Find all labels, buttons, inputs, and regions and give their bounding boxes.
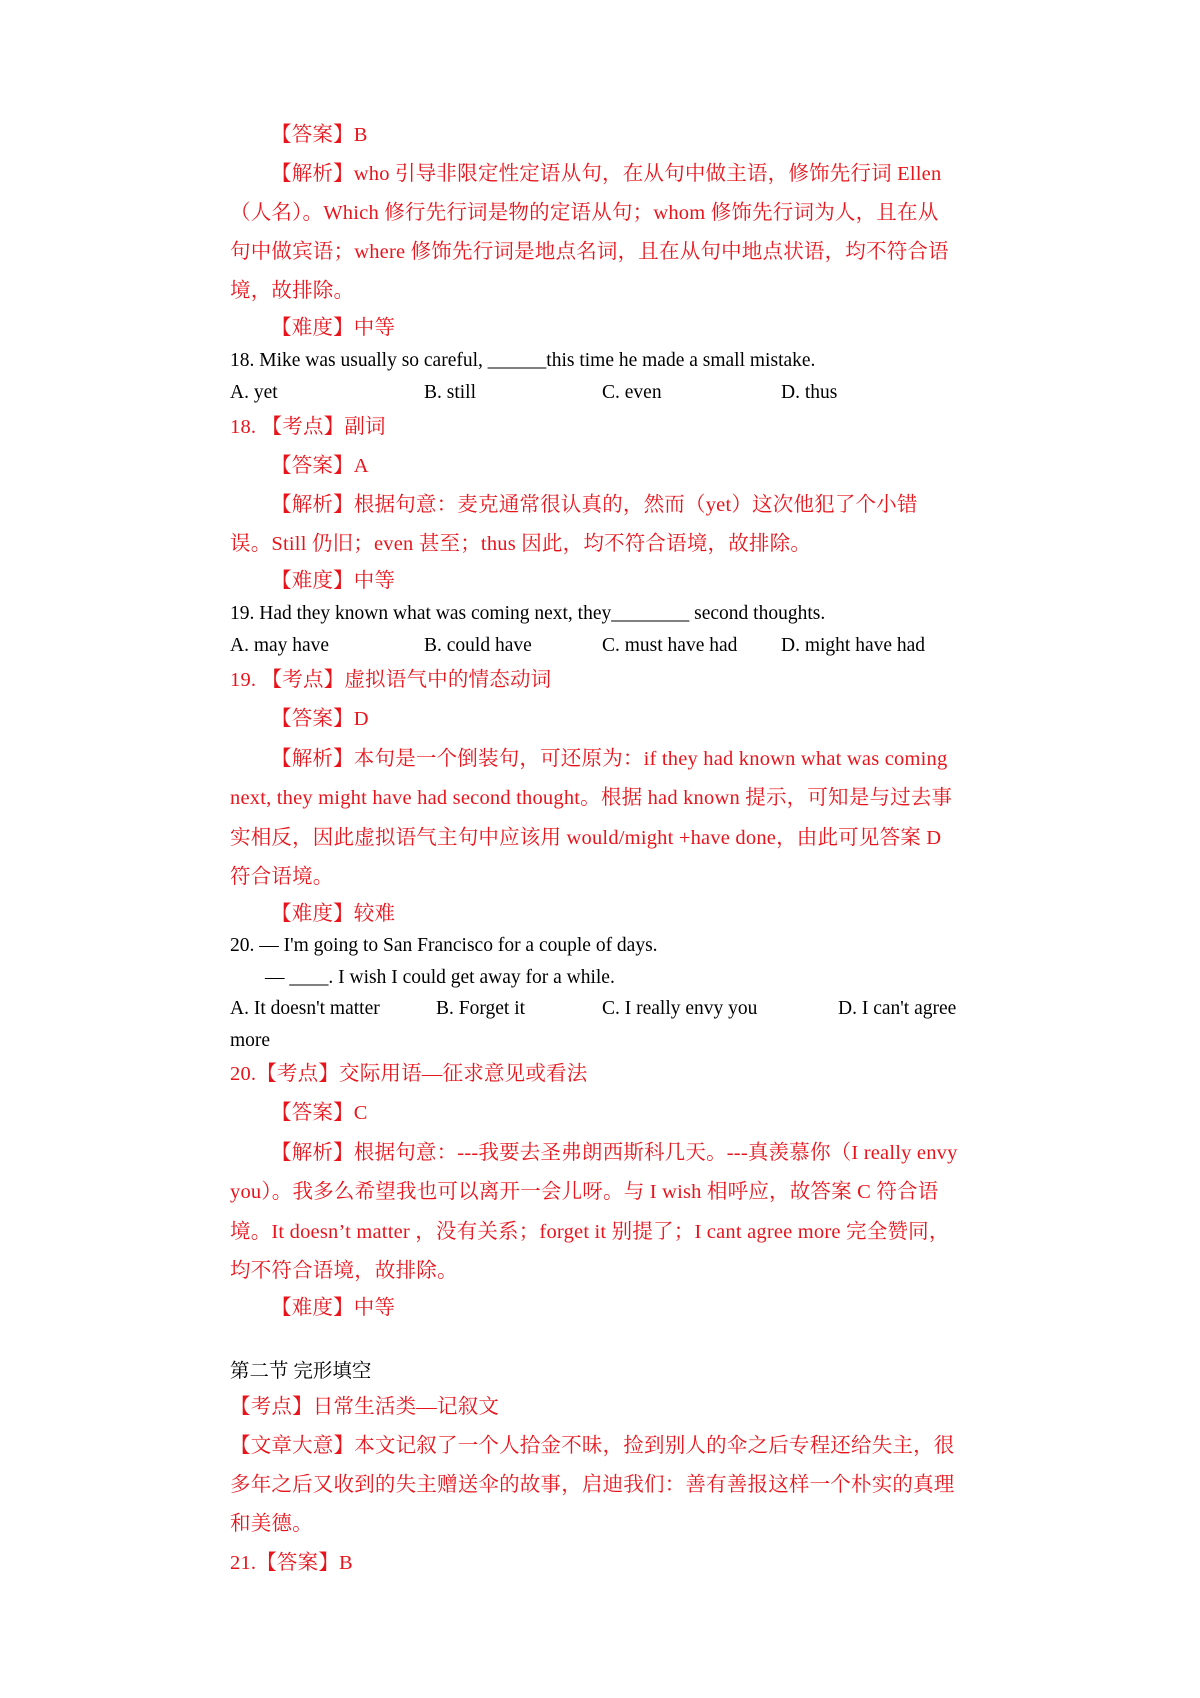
section2-summary-line-1: 【文章大意】本文记叙了一个人拾金不昧，捡到别人的伞之后专程还给失主，很 [230,1435,955,1457]
q17-analysis-line-4: 境，故排除。 [230,280,355,302]
q19-point: 19. 【考点】虚拟语气中的情态动词 [230,669,552,691]
section2-summary-line-2: 多年之后又收到的失主赠送伞的故事，启迪我们：善有善报这样一个朴实的真理 [230,1474,955,1496]
q19-stem: 19. Had they known what was coming next, they________ second thoughts. [230,603,826,624]
q18-option-b: B. still [424,382,477,403]
q20-analysis-line-1: 【解析】根据句意：---我要去圣弗朗西斯科几天。---真羡慕你（I really envy [271,1142,958,1164]
q20-reply: — ____. I wish I could get away for a while. [265,967,615,988]
q19-option-a: A. may have [230,635,330,656]
q21-answer: 21.【答案】B [230,1552,353,1574]
q17-analysis-line-2: （人名）。Which 修行先行词是物的定语从句；whom 修饰先行词为人，且在从 [230,202,939,224]
section2-summary-line-3: 和美德。 [230,1513,313,1535]
q20-option-c: C. I really envy you [602,998,758,1019]
q19-option-b: B. could have [424,635,532,656]
q17-difficulty: 【难度】中等 [271,317,396,339]
q19-analysis-line-4: 符合语境。 [230,866,334,888]
q17-answer: 【答案】B [271,124,368,146]
q18-option-a: A. yet [230,382,278,403]
q20-option-a: A. It doesn't matter [230,998,380,1019]
q19-difficulty: 【难度】较难 [271,903,396,925]
q17-analysis-line-1: 【解析】who 引导非限定性定语从句，在从句中做主语，修饰先行词 Ellen [271,163,942,185]
q18-answer: 【答案】A [271,455,369,477]
q20-analysis-line-4: 均不符合语境，故排除。 [230,1260,458,1282]
q18-stem: 18. Mike was usually so careful, ______this time he made a small mistake. [230,350,816,371]
q19-option-c: C. must have had [602,635,738,656]
q18-analysis-line-1: 【解析】根据句意：麦克通常很认真的，然而（yet）这次他犯了个小错 [271,494,918,516]
q19-analysis-line-3: 实相反，因此虚拟语气主句中应该用 would/might +have done，由此可见答案 D [230,827,942,849]
q18-option-c: C. even [602,382,662,403]
q19-analysis-line-2: next, they might have had second thought。根据 had known 提示，可知是与过去事 [230,787,953,809]
q19-option-d: D. might have had [781,635,926,656]
q19-analysis-line-1: 【解析】本句是一个倒装句，可还原为：if they had known what was coming [271,748,948,770]
q18-analysis-line-2: 误。Still 仍旧；even 甚至；thus 因此，均不符合语境，故排除。 [230,533,812,555]
section2-point: 【考点】日常生活类—记叙文 [230,1396,500,1418]
q18-option-d: D. thus [781,382,838,403]
q20-option-d: D. I can't agree [838,998,957,1019]
q20-option-d-continuation: more [230,1030,271,1051]
q20-answer: 【答案】C [271,1102,368,1124]
q20-option-b: B. Forget it [436,998,526,1019]
q20-stem: 20. — I'm going to San Francisco for a couple of days. [230,935,658,956]
q17-analysis-line-3: 句中做宾语；where 修饰先行词是地点名词，且在从句中地点状语，均不符合语 [230,241,949,263]
q18-difficulty: 【难度】中等 [271,570,396,592]
q19-answer: 【答案】D [271,708,369,730]
section2-heading: 第二节 完形填空 [230,1361,372,1382]
q20-analysis-line-2: you）。我多么希望我也可以离开一会儿呀。与 I wish 相呼应，故答案 C 符合语 [230,1181,939,1203]
q20-difficulty: 【难度】中等 [271,1297,396,1319]
q18-point: 18. 【考点】副词 [230,416,386,438]
q20-analysis-line-3: 境。It doesn’t matter ，没有关系；forget it 别提了；I cant agree more 完全赞同， [230,1221,950,1243]
q20-point: 20.【考点】交际用语—征求意见或看法 [230,1063,588,1085]
